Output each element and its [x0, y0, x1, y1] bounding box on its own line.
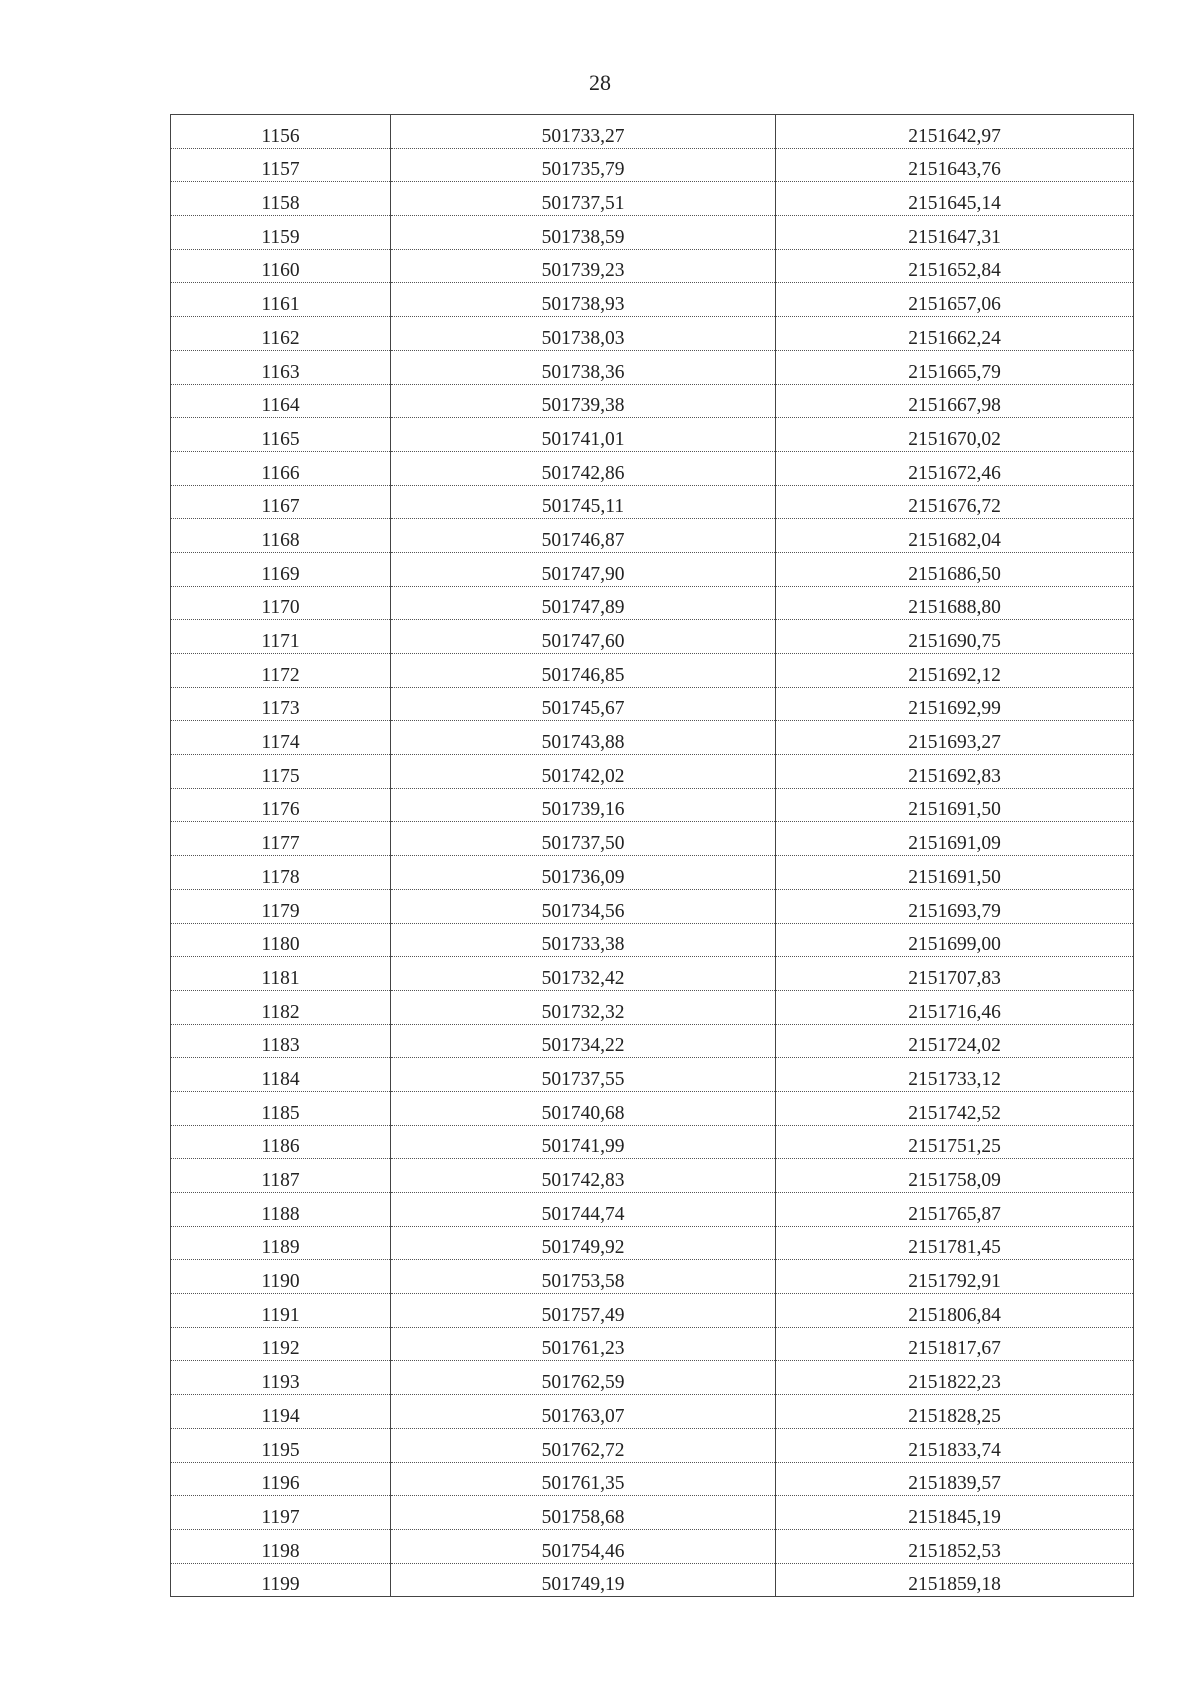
point-number-cell: 1178: [171, 856, 391, 890]
x-coordinate-cell: 501741,99: [391, 1125, 776, 1159]
point-number-cell: 1174: [171, 721, 391, 755]
x-coordinate-cell: 501749,19: [391, 1563, 776, 1597]
point-number-cell: 1175: [171, 755, 391, 789]
y-coordinate-cell: 2151692,83: [776, 755, 1134, 789]
y-coordinate-cell: 2151817,67: [776, 1327, 1134, 1361]
table-row: [171, 923, 1134, 957]
y-coordinate-cell: 2151645,14: [776, 182, 1134, 216]
x-coordinate-cell: 501743,88: [391, 721, 776, 755]
point-number-cell: 1185: [171, 1091, 391, 1125]
y-coordinate-cell: 2151647,31: [776, 216, 1134, 250]
y-coordinate-cell: 2151845,19: [776, 1496, 1134, 1530]
table-row: [171, 182, 1134, 216]
x-coordinate-cell: 501738,59: [391, 216, 776, 250]
x-coordinate-cell: 501753,58: [391, 1260, 776, 1294]
table-row: [171, 822, 1134, 856]
table-row: [171, 856, 1134, 890]
y-coordinate-cell: 2151707,83: [776, 957, 1134, 991]
x-coordinate-cell: 501733,38: [391, 923, 776, 957]
x-coordinate-cell: 501762,72: [391, 1428, 776, 1462]
x-coordinate-cell: 501742,02: [391, 755, 776, 789]
y-coordinate-cell: 2151686,50: [776, 552, 1134, 586]
table-row: [171, 1193, 1134, 1227]
point-number-cell: 1180: [171, 923, 391, 957]
point-number-cell: 1195: [171, 1428, 391, 1462]
table-row: [171, 148, 1134, 182]
table-row: [171, 384, 1134, 418]
table-row: [171, 788, 1134, 822]
x-coordinate-cell: 501734,56: [391, 889, 776, 923]
table-row: [171, 1294, 1134, 1328]
table-row: [171, 990, 1134, 1024]
y-coordinate-cell: 2151667,98: [776, 384, 1134, 418]
x-coordinate-cell: 501761,23: [391, 1327, 776, 1361]
x-coordinate-cell: 501747,89: [391, 586, 776, 620]
table-row: [171, 1058, 1134, 1092]
x-coordinate-cell: 501758,68: [391, 1496, 776, 1530]
point-number-cell: 1192: [171, 1327, 391, 1361]
table-row: [171, 552, 1134, 586]
y-coordinate-cell: 2151765,87: [776, 1193, 1134, 1227]
point-number-cell: 1167: [171, 485, 391, 519]
x-coordinate-cell: 501747,90: [391, 552, 776, 586]
y-coordinate-cell: 2151733,12: [776, 1058, 1134, 1092]
point-number-cell: 1164: [171, 384, 391, 418]
x-coordinate-cell: 501734,22: [391, 1024, 776, 1058]
y-coordinate-cell: 2151781,45: [776, 1226, 1134, 1260]
point-number-cell: 1169: [171, 552, 391, 586]
x-coordinate-cell: 501737,55: [391, 1058, 776, 1092]
point-number-cell: 1161: [171, 283, 391, 317]
x-coordinate-cell: 501757,49: [391, 1294, 776, 1328]
table-row: [171, 1563, 1134, 1597]
table-row: [171, 350, 1134, 384]
x-coordinate-cell: 501739,23: [391, 249, 776, 283]
coordinates-table-body: [171, 115, 1134, 1597]
table-row: [171, 1159, 1134, 1193]
point-number-cell: 1191: [171, 1294, 391, 1328]
point-number-cell: 1163: [171, 350, 391, 384]
point-number-cell: 1173: [171, 687, 391, 721]
point-number-cell: 1196: [171, 1462, 391, 1496]
coordinates-table: [170, 114, 1134, 1597]
x-coordinate-cell: 501763,07: [391, 1395, 776, 1429]
point-number-cell: 1168: [171, 519, 391, 553]
y-coordinate-cell: 2151691,09: [776, 822, 1134, 856]
point-number-cell: 1157: [171, 148, 391, 182]
y-coordinate-cell: 2151691,50: [776, 788, 1134, 822]
point-number-cell: 1187: [171, 1159, 391, 1193]
table-row: [171, 1529, 1134, 1563]
x-coordinate-cell: 501736,09: [391, 856, 776, 890]
y-coordinate-cell: 2151676,72: [776, 485, 1134, 519]
table-row: [171, 283, 1134, 317]
point-number-cell: 1156: [171, 115, 391, 149]
y-coordinate-cell: 2151828,25: [776, 1395, 1134, 1429]
y-coordinate-cell: 2151672,46: [776, 451, 1134, 485]
x-coordinate-cell: 501737,50: [391, 822, 776, 856]
x-coordinate-cell: 501762,59: [391, 1361, 776, 1395]
table-row: [171, 216, 1134, 250]
y-coordinate-cell: 2151643,76: [776, 148, 1134, 182]
y-coordinate-cell: 2151724,02: [776, 1024, 1134, 1058]
page-number: 28: [589, 70, 611, 95]
point-number-cell: 1177: [171, 822, 391, 856]
x-coordinate-cell: 501742,83: [391, 1159, 776, 1193]
table-row: [171, 519, 1134, 553]
point-number-cell: 1190: [171, 1260, 391, 1294]
point-number-cell: 1162: [171, 317, 391, 351]
y-coordinate-cell: 2151692,12: [776, 654, 1134, 688]
point-number-cell: 1184: [171, 1058, 391, 1092]
table-row: [171, 1327, 1134, 1361]
x-coordinate-cell: 501741,01: [391, 418, 776, 452]
table-row: [171, 1125, 1134, 1159]
y-coordinate-cell: 2151662,24: [776, 317, 1134, 351]
x-coordinate-cell: 501739,16: [391, 788, 776, 822]
table-row: [171, 451, 1134, 485]
table-row: [171, 1361, 1134, 1395]
table-row: [171, 1024, 1134, 1058]
y-coordinate-cell: 2151693,27: [776, 721, 1134, 755]
point-number-cell: 1171: [171, 620, 391, 654]
table-row: [171, 418, 1134, 452]
table-row: [171, 115, 1134, 149]
point-number-cell: 1160: [171, 249, 391, 283]
x-coordinate-cell: 501747,60: [391, 620, 776, 654]
y-coordinate-cell: 2151859,18: [776, 1563, 1134, 1597]
point-number-cell: 1172: [171, 654, 391, 688]
table-row: [171, 586, 1134, 620]
y-coordinate-cell: 2151716,46: [776, 990, 1134, 1024]
table-row: [171, 957, 1134, 991]
x-coordinate-cell: 501746,87: [391, 519, 776, 553]
point-number-cell: 1165: [171, 418, 391, 452]
x-coordinate-cell: 501745,11: [391, 485, 776, 519]
table-row: [171, 889, 1134, 923]
point-number-cell: 1166: [171, 451, 391, 485]
y-coordinate-cell: 2151670,02: [776, 418, 1134, 452]
table-row: [171, 485, 1134, 519]
table-row: [171, 687, 1134, 721]
x-coordinate-cell: 501732,32: [391, 990, 776, 1024]
x-coordinate-cell: 501738,93: [391, 283, 776, 317]
y-coordinate-cell: 2151693,79: [776, 889, 1134, 923]
x-coordinate-cell: 501738,03: [391, 317, 776, 351]
point-number-cell: 1159: [171, 216, 391, 250]
x-coordinate-cell: 501749,92: [391, 1226, 776, 1260]
point-number-cell: 1186: [171, 1125, 391, 1159]
y-coordinate-cell: 2151688,80: [776, 586, 1134, 620]
point-number-cell: 1189: [171, 1226, 391, 1260]
x-coordinate-cell: 501740,68: [391, 1091, 776, 1125]
x-coordinate-cell: 501744,74: [391, 1193, 776, 1227]
table-row: [171, 317, 1134, 351]
point-number-cell: 1170: [171, 586, 391, 620]
y-coordinate-cell: 2151792,91: [776, 1260, 1134, 1294]
table-row: [171, 654, 1134, 688]
table-row: [171, 1091, 1134, 1125]
x-coordinate-cell: 501733,27: [391, 115, 776, 149]
y-coordinate-cell: 2151652,84: [776, 249, 1134, 283]
y-coordinate-cell: 2151822,23: [776, 1361, 1134, 1395]
point-number-cell: 1176: [171, 788, 391, 822]
point-number-cell: 1182: [171, 990, 391, 1024]
x-coordinate-cell: 501738,36: [391, 350, 776, 384]
point-number-cell: 1198: [171, 1529, 391, 1563]
point-number-cell: 1181: [171, 957, 391, 991]
table-row: [171, 1395, 1134, 1429]
y-coordinate-cell: 2151751,25: [776, 1125, 1134, 1159]
table-row: [171, 1226, 1134, 1260]
point-number-cell: 1179: [171, 889, 391, 923]
y-coordinate-cell: 2151691,50: [776, 856, 1134, 890]
y-coordinate-cell: 2151692,99: [776, 687, 1134, 721]
point-number-cell: 1194: [171, 1395, 391, 1429]
y-coordinate-cell: 2151806,84: [776, 1294, 1134, 1328]
point-number-cell: 1183: [171, 1024, 391, 1058]
y-coordinate-cell: 2151742,52: [776, 1091, 1134, 1125]
table-row: [171, 1462, 1134, 1496]
x-coordinate-cell: 501737,51: [391, 182, 776, 216]
y-coordinate-cell: 2151665,79: [776, 350, 1134, 384]
x-coordinate-cell: 501754,46: [391, 1529, 776, 1563]
y-coordinate-cell: 2151758,09: [776, 1159, 1134, 1193]
table-row: [171, 1428, 1134, 1462]
y-coordinate-cell: 2151839,57: [776, 1462, 1134, 1496]
x-coordinate-cell: 501745,67: [391, 687, 776, 721]
x-coordinate-cell: 501732,42: [391, 957, 776, 991]
table-row: [171, 755, 1134, 789]
x-coordinate-cell: 501746,85: [391, 654, 776, 688]
table-row: [171, 620, 1134, 654]
y-coordinate-cell: 2151833,74: [776, 1428, 1134, 1462]
point-number-cell: 1197: [171, 1496, 391, 1530]
y-coordinate-cell: 2151657,06: [776, 283, 1134, 317]
table-row: [171, 1496, 1134, 1530]
table-row: [171, 249, 1134, 283]
x-coordinate-cell: 501735,79: [391, 148, 776, 182]
y-coordinate-cell: 2151852,53: [776, 1529, 1134, 1563]
point-number-cell: 1158: [171, 182, 391, 216]
y-coordinate-cell: 2151682,04: [776, 519, 1134, 553]
y-coordinate-cell: 2151699,00: [776, 923, 1134, 957]
y-coordinate-cell: 2151642,97: [776, 115, 1134, 149]
x-coordinate-cell: 501739,38: [391, 384, 776, 418]
table-row: [171, 721, 1134, 755]
x-coordinate-cell: 501742,86: [391, 451, 776, 485]
x-coordinate-cell: 501761,35: [391, 1462, 776, 1496]
y-coordinate-cell: 2151690,75: [776, 620, 1134, 654]
table-row: [171, 1260, 1134, 1294]
point-number-cell: 1193: [171, 1361, 391, 1395]
point-number-cell: 1199: [171, 1563, 391, 1597]
point-number-cell: 1188: [171, 1193, 391, 1227]
